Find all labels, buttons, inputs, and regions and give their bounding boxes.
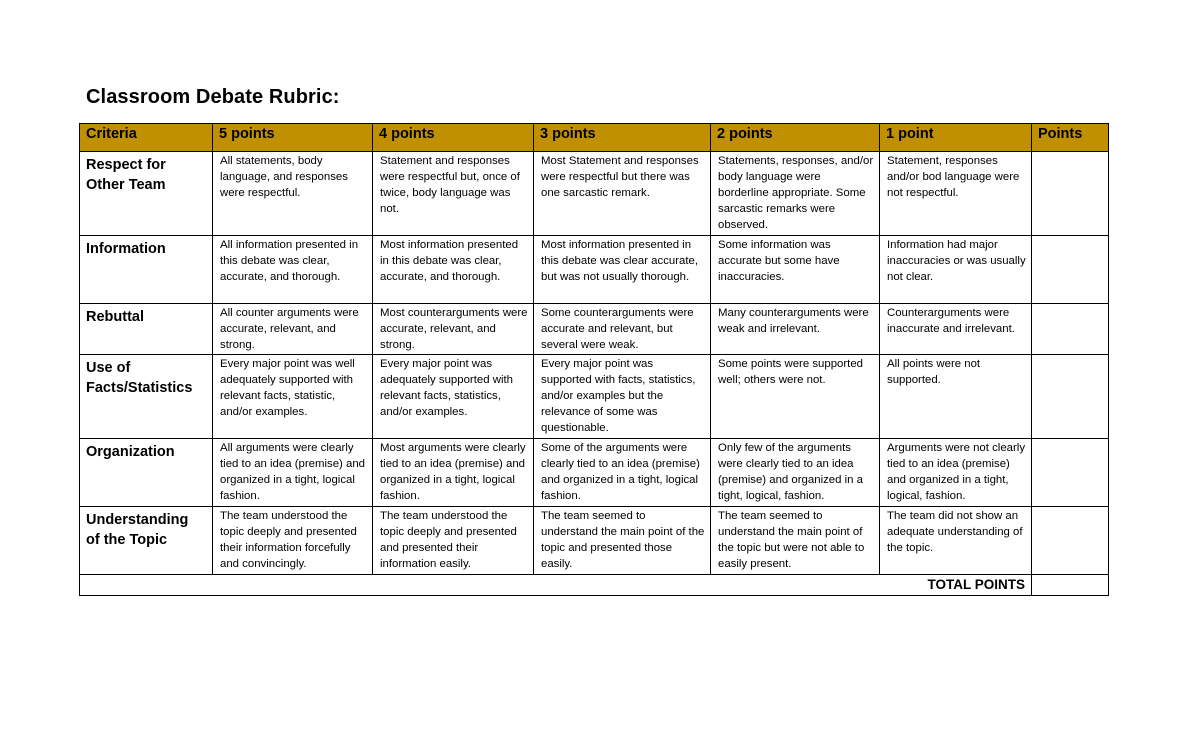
header-criteria: Criteria xyxy=(80,124,213,152)
header-points: Points xyxy=(1032,124,1109,152)
score-4-cell: Most arguments were clearly tied to an idea (premise) and organized in a tight, logical fashion. xyxy=(373,439,534,507)
score-4-cell: Most information presented in this debate was clear, accurate, and thorough. xyxy=(373,236,534,304)
total-row xyxy=(80,575,1109,596)
score-1-cell: Counterarguments were inaccurate and irrelevant. xyxy=(880,304,1032,355)
table-row xyxy=(80,507,1109,575)
criteria-cell: Use of Facts/Statistics xyxy=(80,355,213,439)
rubric-table xyxy=(79,123,1109,596)
score-5-cell: The team understood the topic deeply and presented their information forcefully and convincingly. xyxy=(213,507,373,575)
total-points-label: TOTAL POINTS xyxy=(80,575,1032,596)
score-4-cell: Most counterarguments were accurate, relevant, and strong. xyxy=(373,304,534,355)
score-5-cell: Every major point was well adequately supported with relevant facts, statistic, and/or examples. xyxy=(213,355,373,439)
points-cell[interactable] xyxy=(1032,439,1109,507)
score-1-cell: All points were not supported. xyxy=(880,355,1032,439)
table-row xyxy=(80,355,1109,439)
score-3-cell: The team seemed to understand the main point of the topic and presented those easily. xyxy=(534,507,711,575)
points-cell[interactable] xyxy=(1032,236,1109,304)
score-1-cell: Arguments were not clearly tied to an idea (premise) and organized in a tight, logical, fashion. xyxy=(880,439,1032,507)
score-2-cell: Only few of the arguments were clearly tied to an idea (premise) and organized in a tight, logical, fashion. xyxy=(711,439,880,507)
points-cell[interactable] xyxy=(1032,304,1109,355)
score-5-cell: All statements, body language, and responses were respectful. xyxy=(213,152,373,236)
criteria-cell: Information xyxy=(80,236,213,304)
score-2-cell: Statements, responses, and/or body language were borderline appropriate. Some sarcastic remarks were observed. xyxy=(711,152,880,236)
total-points-cell[interactable] xyxy=(1032,575,1109,596)
header-3-points: 3 points xyxy=(534,124,711,152)
score-2-cell: Some points were supported well; others were not. xyxy=(711,355,880,439)
score-3-cell: Some of the arguments were clearly tied to an idea (premise) and organized in a tight, logical fashion. xyxy=(534,439,711,507)
score-3-cell: Some counterarguments were accurate and relevant, but several were weak. xyxy=(534,304,711,355)
points-cell[interactable] xyxy=(1032,355,1109,439)
score-4-cell: Statement and responses were respectful but, once of twice, body language was not. xyxy=(373,152,534,236)
score-2-cell: The team seemed to understand the main point of the topic but were not able to easily present. xyxy=(711,507,880,575)
score-3-cell: Most information presented in this debate was clear accurate, but was not usually thorough. xyxy=(534,236,711,304)
points-cell[interactable] xyxy=(1032,152,1109,236)
score-5-cell: All counter arguments were accurate, relevant, and strong. xyxy=(213,304,373,355)
score-5-cell: All arguments were clearly tied to an idea (premise) and organized in a tight, logical fashion. xyxy=(213,439,373,507)
score-2-cell: Some information was accurate but some have inaccuracies. xyxy=(711,236,880,304)
score-1-cell: Information had major inaccuracies or was usually not clear. xyxy=(880,236,1032,304)
header-4-points: 4 points xyxy=(373,124,534,152)
score-5-cell: All information presented in this debate was clear, accurate, and thorough. xyxy=(213,236,373,304)
criteria-cell: Respect for Other Team xyxy=(80,152,213,236)
score-3-cell: Most Statement and responses were respectful but there was one sarcastic remark. xyxy=(534,152,711,236)
score-1-cell: Statement, responses and/or bod language were not respectful. xyxy=(880,152,1032,236)
table-row xyxy=(80,152,1109,236)
score-4-cell: The team understood the topic deeply and presented and presented their information easily. xyxy=(373,507,534,575)
header-2-points: 2 points xyxy=(711,124,880,152)
score-3-cell: Every major point was supported with facts, statistics, and/or examples but the relevance of some was questionable. xyxy=(534,355,711,439)
table-row xyxy=(80,236,1109,304)
criteria-cell: Rebuttal xyxy=(80,304,213,355)
score-1-cell: The team did not show an adequate understanding of the topic. xyxy=(880,507,1032,575)
criteria-cell: Organization xyxy=(80,439,213,507)
score-2-cell: Many counterarguments were weak and irrelevant. xyxy=(711,304,880,355)
header-5-points: 5 points xyxy=(213,124,373,152)
criteria-cell: Understanding of the Topic xyxy=(80,507,213,575)
table-row xyxy=(80,304,1109,355)
page-title: Classroom Debate Rubric: xyxy=(86,86,340,108)
table-row xyxy=(80,439,1109,507)
score-4-cell: Every major point was adequately supported with relevant facts, statistics, and/or examples. xyxy=(373,355,534,439)
header-row xyxy=(80,124,1109,152)
points-cell[interactable] xyxy=(1032,507,1109,575)
header-1-point: 1 point xyxy=(880,124,1032,152)
